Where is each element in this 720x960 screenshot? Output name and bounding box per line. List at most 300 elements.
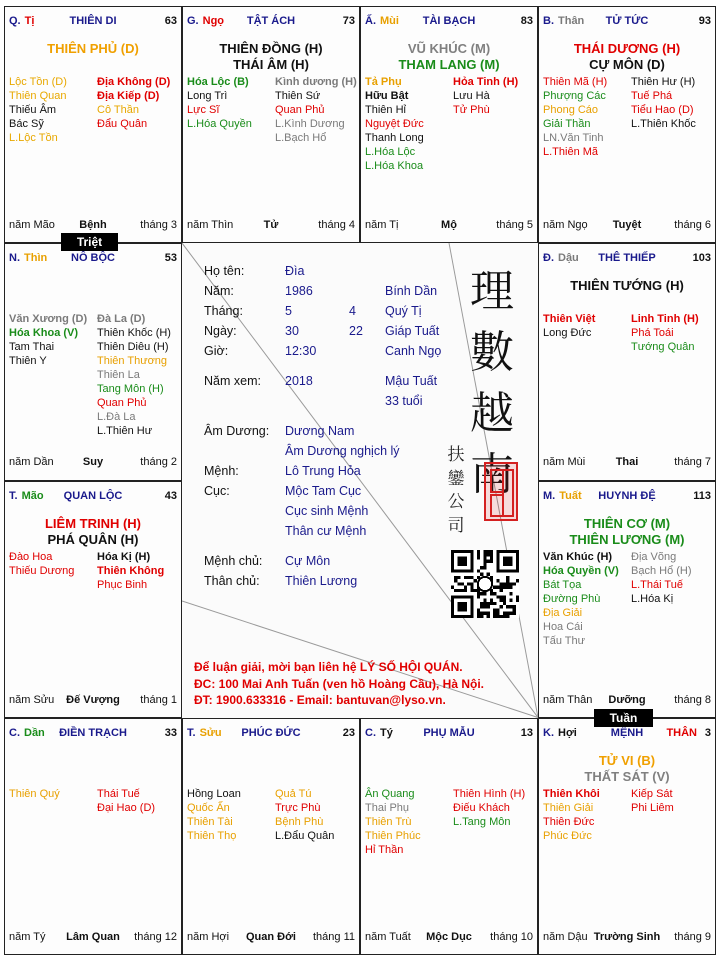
palace-footer [539,693,715,707]
minor-star: Thiên Hỉ [365,104,406,116]
palace-name: QUAN LỘC [63,489,123,502]
minor-star: Ân Quang [365,787,415,800]
luu-nien-year: năm Thân [543,693,593,706]
menh-chu-value: Cự Môn [285,554,331,569]
month-label: Tháng: [204,304,243,319]
minor-star: Đại Hao (D) [97,801,156,814]
month-lunar: 4 [349,304,356,319]
minor-star: Thiên Mã (H) [543,76,608,88]
minor-star: Hỉ Thần [365,843,404,856]
palace-name: PHÚC ĐỨC [241,726,301,739]
minor-star: Đường Phù [543,592,601,605]
major-period-age: 43 [164,489,177,502]
minor-star: Đào Hoa [9,550,53,563]
view-year-label: Năm xem: [204,374,261,389]
minor-star: Thiên Việt [543,313,596,326]
luu-nien-year: năm Tý [9,930,46,943]
yinyang-note: Âm Dương nghịch lý [285,444,400,459]
logo-char: 數 [470,327,514,379]
right-star-column [631,312,715,354]
right-star-column [453,787,537,829]
major-period-age: 3 [704,726,711,739]
stem-branch-label [543,725,577,741]
minor-star: Thiên Thọ [187,829,237,842]
vong-trang-sinh: Đế Vượng [66,693,120,706]
left-star-column [9,787,95,801]
stem-branch-label [9,488,44,504]
left-star-column [543,75,629,159]
minor-star: Nguyệt Đức [365,118,424,130]
minor-star: Địa Giải [543,606,583,619]
main-star: LIÊM TRINH (H) [44,515,142,531]
minor-star: Thiên Quý [9,787,60,800]
heavenly-stem: G. [187,15,199,27]
minor-star: LN.Văn Tinh [543,132,604,144]
vong-trang-sinh: Tử [263,219,279,231]
minor-star: Hóa Khoa (V) [9,327,79,340]
palace-footer [539,455,715,469]
palace-ty [360,718,538,955]
heavenly-stem: N. [9,252,20,265]
main-star: VŨ KHÚC (M) [407,41,491,56]
minor-star: Tiểu Hao (D) [631,104,694,116]
minor-star: Hữu Bật [365,90,409,102]
day-solar: 30 [285,324,299,339]
stem-branch-label [9,250,47,266]
day-canchi: Giáp Tuất [385,324,440,339]
minor-star: Phúc Đức [543,829,592,842]
heavenly-stem: Đ. [543,252,554,265]
minor-star: Bác Sỹ [9,118,44,130]
minor-star: Thiên Hình (H) [453,787,526,800]
palace-footer [183,930,359,944]
luu-month: tháng 1 [140,693,177,706]
minor-star: Thiên Diêu (H) [97,341,169,354]
minor-star: Thiên Khôi [543,787,600,800]
cuc-note-2: Thân cư Mệnh [285,524,367,539]
left-star-column [9,312,95,368]
stem-branch-label [365,13,399,29]
month-solar: 5 [285,304,292,319]
day-label: Ngày: [204,324,237,339]
palace-name: PHỤ MẪU [423,726,475,739]
minor-star: Tử Phù [453,104,490,116]
palace-footer [5,218,181,232]
stem-branch-label [9,725,45,741]
minor-star: Hỏa Tinh (H) [453,76,519,88]
palace-header [5,13,181,29]
palace-header [539,725,715,741]
minor-star: Quốc Ấn [187,801,230,814]
minor-star: L.Hóa Kị [631,592,674,605]
palace-footer [539,930,715,944]
luu-nien-year: năm Tuất [365,930,411,943]
minor-star: Thanh Long [365,132,424,144]
main-star: THẤT SÁT (V) [584,768,670,784]
palace-header [5,725,181,741]
left-star-column [187,75,273,131]
earthly-branch: Thân [558,15,585,27]
palace-hoi [538,718,716,955]
palace-header [539,13,715,29]
luu-nien-year: năm Thìn [187,219,234,231]
minor-star: Thiên Quan [9,90,67,102]
minor-star: Quả Tú [275,787,312,800]
minor-star: Bát Tọa [543,578,582,591]
minor-star: Thai Phụ [365,801,410,814]
earthly-branch: Ngọ [202,15,225,27]
minor-star: Địa Võng [631,550,677,563]
minor-star: Lưu Hà [453,90,490,102]
palace-footer [5,455,181,469]
earthly-branch: Tị [24,15,35,27]
stem-branch-label [543,13,584,29]
palace-ngo [182,6,360,243]
minor-star: Phi Liêm [631,801,674,814]
hour-value: 12:30 [285,344,317,359]
main-star: THAM LANG (M) [398,57,500,72]
view-year-canchi: Mậu Tuất [385,374,438,389]
minor-star: L.Hóa Quyền [187,118,252,130]
minor-star: Bệnh Phù [275,815,324,828]
left-star-column [543,787,629,843]
minor-star: Phá Toái [631,327,674,340]
than-marker: THÂN [666,726,697,739]
minor-star: L.Thiên Khốc [631,118,696,130]
minor-star: L.Kình Dương [275,118,345,130]
minor-star: Phong Cáo [543,104,599,116]
minor-star: L.Hóa Khoa [365,160,424,172]
luu-month: tháng 2 [140,456,177,469]
major-period-age: 73 [342,15,355,27]
palace-footer [183,218,359,232]
than-chu-label: Thân chủ: [204,574,260,589]
palace-thin [4,243,182,480]
vong-trang-sinh: Lâm Quan [66,930,120,943]
logo-char: 越 [470,388,514,440]
palace-name: TẬT ÁCH [246,15,296,27]
major-period-age: 83 [520,15,533,27]
palace-ti [4,6,182,243]
palace-name: TÀI BẠCH [422,15,476,27]
main-star: THIÊN CƠ (M) [583,515,671,531]
minor-star: Cô Thần [97,104,139,116]
hour-canchi: Canh Ngọ [385,344,442,359]
palace-footer [539,218,715,232]
stem-branch-label [187,13,224,29]
palace-name: ĐIỀN TRẠCH [59,726,127,739]
minor-star: Phượng Các [543,90,606,102]
minor-star: Thái Tuế [97,787,140,800]
vong-trang-sinh: Tuyệt [612,219,642,231]
stem-branch-label [543,250,579,266]
minor-star: Kình dương (H) [275,76,357,88]
luu-month: tháng 11 [312,930,355,943]
minor-star: L.Đẩu Quân [275,829,335,842]
heavenly-stem: Q. [9,15,21,27]
minor-star: Linh Tinh (H) [631,313,699,326]
palace-footer [361,218,537,232]
left-star-column [543,312,629,340]
major-period-age: 93 [698,15,711,27]
palace-name: THÊ THIẾP [598,252,656,265]
heavenly-stem: T. [187,726,196,739]
month-canchi: Quý Tị [385,304,422,319]
minor-star: Tấu Thư [543,634,586,647]
minor-star: Thiên Khốc (H) [97,327,171,340]
logo-subtitle-char: 鑾 [447,468,465,489]
vong-trang-sinh: Mộ [441,219,457,231]
left-star-column [187,787,273,843]
minor-star: Hoa Cái [543,620,583,633]
minor-star: Tả Phụ [365,76,402,88]
minor-star: Địa Không (D) [97,76,171,88]
minor-star: L.Đà La [97,411,136,424]
vong-trang-sinh: Suy [82,456,104,469]
main-star: CỰ MÔN (D) [589,57,665,72]
minor-star: Thiên La [97,369,140,382]
minor-star: Tang Môn (H) [97,383,164,396]
luu-month: tháng 8 [674,693,711,706]
menh-value: Lô Trung Hỏa [285,464,361,479]
heavenly-stem: B. [543,15,554,27]
minor-star: Thiên Y [9,355,47,368]
minor-star: Thiên Trù [365,815,412,828]
hour-label: Giờ: [204,344,229,359]
palace-header [539,488,715,504]
left-star-column [9,75,95,145]
red-seal-stamp [484,462,518,521]
palace-header [5,250,181,266]
luu-nien-year: năm Dần [9,456,54,469]
palace-header [183,725,359,741]
minor-star: Hóa Kị (H) [97,550,151,563]
luu-month: tháng 7 [674,456,711,469]
minor-star: Thiên Không [97,564,165,577]
logo-char: 理 [470,266,514,318]
minor-star: L.Bạch Hổ [275,132,327,144]
minor-star: Địa Kiếp (D) [97,90,160,102]
minor-star: Thiên Phúc [365,829,421,842]
luu-nien-year: năm Tị [365,219,399,231]
heavenly-stem: M. [543,489,556,502]
left-star-column [543,550,629,648]
minor-star: Đà La (D) [97,313,146,326]
heavenly-stem: C. [365,726,376,739]
palace-than [538,6,716,243]
major-period-age: 63 [164,15,177,27]
logo-char: 南 [470,449,514,501]
palace-footer [361,930,537,944]
center-info-panel [182,243,538,718]
minor-star: Thiên Tài [187,815,233,828]
palace-footer [5,930,181,944]
main-star: PHÁ QUÂN (H) [47,531,139,547]
minor-star: Thiên Giải [543,801,594,814]
palace-name: HUYNH ĐỆ [598,489,656,502]
right-star-column [97,312,181,438]
stem-branch-label [543,488,582,504]
palace-header [183,13,359,29]
stem-branch-label [187,725,222,741]
minor-star: Văn Khúc (H) [543,550,613,563]
earthly-branch: Hợi [558,726,577,739]
vong-trang-sinh: Dưỡng [608,693,646,706]
palace-mao [4,481,182,718]
than-chu-value: Thiên Lương [285,574,358,589]
vong-trang-sinh: Mộc Dục [426,930,472,943]
palace-name: MỆNH [610,726,644,739]
view-year: 2018 [285,374,313,389]
logo-subtitle-char: 扶 [447,445,465,466]
tuan-marker: Tuần [594,709,653,727]
right-star-column [97,75,181,131]
palace-name: THIÊN DI [69,15,117,27]
minor-star: L.Thiên Mã [543,146,599,158]
minor-star: Phục Binh [97,578,148,591]
minor-star: Bạch Hổ (H) [631,564,692,577]
minor-star: Long Đức [543,327,592,340]
minor-star: Tam Thai [9,341,55,354]
minor-star: Trực Phù [275,801,321,814]
vong-trang-sinh: Thai [615,456,639,469]
luu-nien-year: năm Mão [9,219,55,231]
logo-subtitle-char: 公 [447,492,465,513]
earthly-branch: Tý [380,726,393,739]
vong-trang-sinh: Quan Đới [246,930,296,943]
right-star-column [631,550,715,606]
minor-star: Đẩu Quân [97,118,148,130]
luu-month: tháng 12 [134,930,177,943]
palace-tuat [538,481,716,718]
earthly-branch: Thìn [24,252,48,265]
palace-mui [360,6,538,243]
main-star: THIÊN TƯỚNG (H) [570,278,684,294]
minor-star: Hồng Loan [187,787,241,800]
horoscope-chart [4,6,716,955]
stem-branch-label [9,13,34,29]
palace-footer [5,693,181,707]
minor-star: Giải Thần [543,118,591,130]
palace-name: TỬ TỨC [605,15,649,27]
logo-subtitle [446,444,466,538]
contact-address: ĐC: 100 Mai Anh Tuấn (ven hồ Hoàng Cầu), Hà Nội. [194,677,485,692]
minor-star: L.Tang Môn [453,815,511,828]
minor-star: Tuế Phá [631,90,673,102]
luu-nien-year: năm Hợi [187,930,230,943]
minor-star: Lực Sĩ [187,104,220,116]
right-star-column [275,75,359,145]
minor-star: L.Thái Tuế [631,578,683,591]
minor-star: Quan Phủ [97,397,147,410]
minor-star: Điếu Khách [453,801,510,814]
palace-header [361,13,537,29]
luu-nien-year: năm Sửu [9,693,55,706]
contact-phone-email: ĐT: 1900.633316 - Email: bantuvan@lyso.vn. [194,693,446,708]
triet-marker: Triệt [61,233,118,251]
luu-nien-year: năm Ngọ [543,219,588,231]
minor-star: L.Thiên Hư [97,425,153,438]
minor-star: Thiếu Dương [9,564,75,577]
vong-trang-sinh: Bệnh [79,219,107,231]
minor-star: L.Hóa Lộc [365,146,416,158]
contact-line-1: Để luận giải, mời bạn liên hệ LÝ SỐ HỘI QUÁN. [194,660,463,675]
right-star-column [453,75,537,117]
palace-suu [182,718,360,955]
cuc-note-1: Cục sinh Mệnh [285,504,369,519]
vong-trang-sinh: Trường Sinh [593,930,661,943]
major-period-age: 113 [693,489,711,502]
earthly-branch: Tuất [559,489,582,502]
major-period-age: 53 [164,252,177,265]
palace-header [539,250,715,266]
minor-star: Văn Xương (D) [9,313,88,326]
palace-dan [4,718,182,955]
right-star-column [97,787,181,815]
right-star-column [275,787,359,843]
palace-dau [538,243,716,480]
main-star: THÁI DƯƠNG (H) [573,41,681,56]
minor-star: Kiếp Sát [631,787,673,800]
main-star: THIÊN LƯƠNG (M) [569,531,685,547]
age: 33 tuổi [385,394,423,409]
menh-chu-label: Mệnh chủ: [204,554,263,569]
right-star-column [631,787,715,815]
name-value: Đìa [285,264,305,279]
name-label: Họ tên: [204,264,245,279]
day-lunar: 22 [349,324,363,339]
main-star: TỬ VI (B) [598,752,656,768]
palace-header [361,725,537,741]
earthly-branch: Dần [24,726,45,739]
heavenly-stem: K. [543,726,554,739]
major-period-age: 103 [692,252,711,265]
minor-star: Tướng Quân [631,341,695,354]
palace-name: NÔ BỘC [71,252,115,265]
main-star: THIÊN ĐỒNG (H) [219,41,323,56]
heavenly-stem: C. [9,726,20,739]
yinyang-label: Âm Dương: [204,424,270,439]
minor-star: Thiên Hư (H) [631,76,696,88]
main-star: THIÊN PHỦ (D) [47,41,139,56]
minor-star: Thiếu Âm [9,104,57,116]
major-period-age: 33 [164,726,177,739]
minor-star: L.Lộc Tồn [9,132,58,144]
left-star-column [365,787,451,857]
minor-star: Hóa Quyền (V) [543,564,619,577]
luu-month: tháng 10 [490,930,533,943]
yinyang-value: Dương Nam [285,424,355,439]
cuc-value: Mộc Tam Cục [285,484,362,499]
left-star-column [365,75,451,173]
luu-month: tháng 5 [496,219,533,231]
luu-month: tháng 4 [318,219,355,231]
left-star-column [9,550,95,578]
minor-star: Hóa Lộc (B) [187,76,249,88]
main-star: THÁI ÂM (H) [233,57,309,72]
right-star-column [97,550,181,592]
qr-code[interactable] [451,550,519,618]
minor-star: Thiên Thương [97,355,168,368]
earthly-branch: Mùi [380,15,399,27]
palace-header [5,488,181,504]
earthly-branch: Mão [21,489,44,502]
menh-label: Mệnh: [204,464,239,479]
luu-nien-year: năm Dậu [543,930,588,943]
luu-nien-year: năm Mùi [543,456,586,469]
stem-branch-label [365,725,393,741]
minor-star: Thiên Sứ [275,90,321,102]
